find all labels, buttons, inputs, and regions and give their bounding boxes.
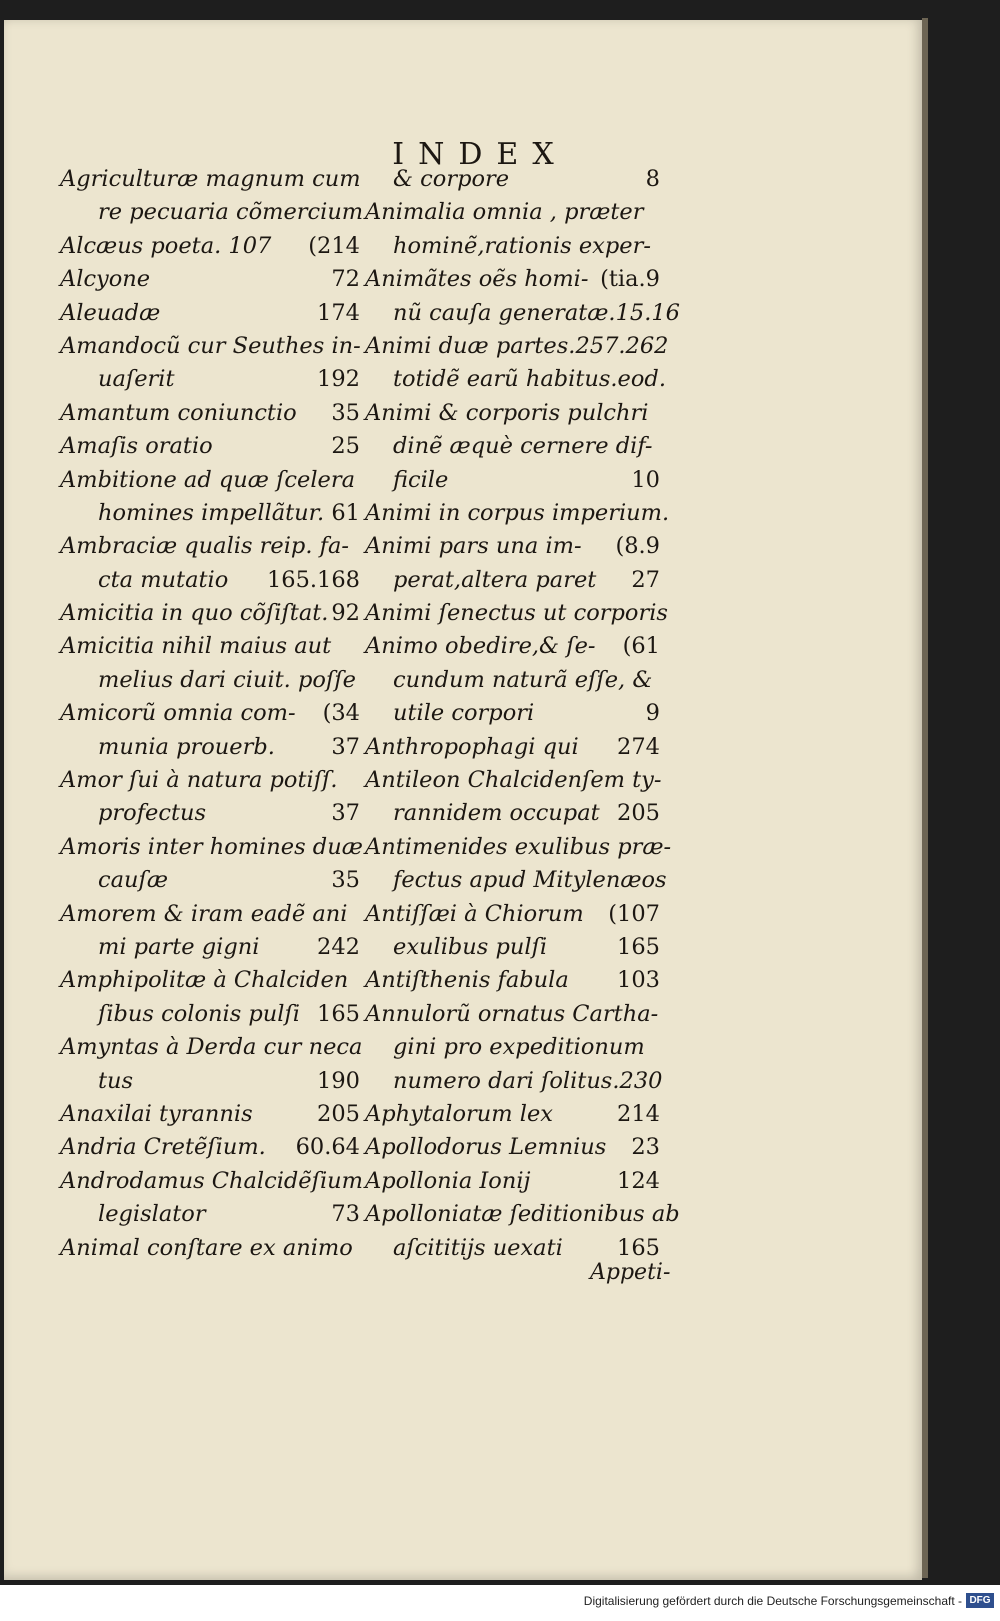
- index-entry-text: Animãtes oẽs homi-: [365, 266, 589, 293]
- index-entry: [60, 797, 360, 830]
- index-entry: [60, 597, 360, 630]
- dfg-logo: DFG: [966, 1593, 994, 1608]
- index-entry-text: Animi duæ partes.257.262: [365, 332, 669, 359]
- index-entry-text: Ambitione ad quæ ſcelera: [60, 466, 356, 493]
- index-entry: [60, 664, 360, 697]
- index-entry-text: Amicorũ omnia com-: [60, 700, 296, 727]
- index-entry: [60, 163, 360, 196]
- index-entry-text: legislator: [98, 1201, 206, 1228]
- index-entry-text: Annulorũ ornatus Cartha-: [365, 1000, 659, 1027]
- index-entry: [60, 497, 360, 530]
- index-entry-text: gini pro expeditionum: [393, 1034, 645, 1061]
- index-entry-text: Amandocũ cur Seuthes in-: [60, 332, 361, 359]
- index-entry: [365, 597, 668, 630]
- index-entry-page-number: 103: [617, 967, 660, 994]
- index-entry-text: Animalia omnia , præter: [365, 199, 644, 226]
- index-column-right: [365, 163, 680, 1265]
- index-entry: [365, 430, 660, 463]
- index-entry: [365, 797, 660, 830]
- index-entry: [60, 464, 360, 497]
- index-entry: [60, 564, 360, 597]
- index-entry: [365, 1131, 660, 1164]
- index-entry-text: munia prouerb.: [98, 733, 275, 760]
- index-entry-text: Amorem & iram eadẽ ani: [60, 900, 348, 927]
- index-entry: [365, 263, 660, 296]
- index-entry: [60, 196, 364, 229]
- index-entry: [60, 697, 360, 730]
- index-entry: [60, 898, 360, 931]
- index-entry: [365, 1165, 660, 1198]
- index-entry-text: cta mutatio: [98, 566, 229, 593]
- page-edge: [922, 18, 928, 1578]
- footer-credit: Digitalisierung gefördert durch die Deutsche Forschungsgemeinschaft -: [583, 1594, 962, 1608]
- index-entry: [60, 230, 360, 263]
- index-entry-text: cauſæ: [98, 867, 168, 894]
- index-entry-text: uaſerit: [98, 366, 175, 393]
- index-entry: [60, 363, 360, 396]
- index-entry-text: Apollodorus Lemnius: [365, 1134, 607, 1161]
- index-entry-text: Amor ſui à natura potiſſ.: [60, 767, 338, 794]
- index-entry-text: Alcyone: [60, 266, 151, 293]
- index-entry: [365, 964, 660, 997]
- index-entry: [365, 1031, 660, 1064]
- index-entry-page-number: 192: [317, 366, 360, 393]
- index-entry-text: re pecuaria cõmercium: [98, 199, 364, 226]
- index-entry: [60, 1131, 360, 1164]
- index-entry-text: Animal conſtare ex animo: [60, 1234, 353, 1261]
- index-entry: [60, 731, 360, 764]
- index-entry: [60, 864, 360, 897]
- index-entry: [365, 898, 660, 931]
- index-entry-text: tus: [98, 1067, 134, 1094]
- index-entry-page-number: 8: [645, 166, 660, 192]
- index-entry-text: Apollonia Ionij: [365, 1167, 531, 1194]
- index-entry: [365, 931, 660, 964]
- index-entry: [60, 330, 360, 363]
- index-entry-page-number: 205: [617, 800, 660, 827]
- index-entry-text: hominẽ,rationis exper-: [393, 232, 651, 259]
- index-entry-text: rannidem occupat: [393, 800, 600, 827]
- index-entry-page-number: 61: [331, 499, 360, 526]
- index-entry-text: melius dari ciuit. poſſe: [98, 666, 356, 693]
- index-entry-text: Antimenides exulibus præ-: [365, 833, 672, 860]
- index-entry: [365, 831, 672, 864]
- index-entry-text: nũ cauſa generatæ.15.16: [393, 299, 680, 326]
- index-entry: [365, 297, 680, 330]
- index-entry-text: Ambraciæ qualis reip. fa-: [60, 533, 349, 560]
- index-entry: [60, 263, 360, 296]
- index-entry-text: Apolloniatæ ſeditionibus ab: [365, 1201, 680, 1228]
- index-entry-text: exulibus pulſi: [393, 933, 548, 960]
- index-entry: [365, 697, 660, 730]
- index-entry: [60, 964, 360, 997]
- index-entry-page-number: 165: [617, 1234, 660, 1261]
- index-entry-text: cundum naturã eſſe, &: [393, 666, 653, 693]
- index-entry: [60, 397, 360, 430]
- index-entry-text: Antileon Chalcidenſem ty-: [365, 767, 662, 794]
- index-entry-text: Alcæus poeta. 107: [60, 232, 272, 259]
- index-entry-page-number: 214: [617, 1100, 660, 1127]
- index-entry-text: Animo obedire,& ſe-: [365, 633, 596, 660]
- index-entry-page-number: 25: [331, 433, 360, 460]
- index-entry-text: ficile: [393, 466, 449, 493]
- index-entry: [60, 831, 363, 864]
- index-entry-text: Antiſſæi à Chiorum: [365, 900, 584, 927]
- index-entry: [365, 363, 666, 396]
- index-entry-text: mi parte gigni: [98, 933, 260, 960]
- index-entry-text: profectus: [98, 800, 207, 827]
- index-entry-page-number: (8.9: [615, 533, 660, 560]
- index-entry: [60, 430, 360, 463]
- index-entry-text: numero dari ſolitus.230: [393, 1067, 663, 1094]
- index-entry-text: Androdamus Chalcidẽſium: [60, 1167, 363, 1194]
- index-entry: [365, 664, 660, 697]
- index-entry: [365, 530, 660, 563]
- index-entry-text: Amicitia nihil maius aut: [60, 633, 332, 660]
- index-entry-text: Antiſthenis fabula: [365, 967, 569, 994]
- index-entry: [365, 230, 660, 263]
- index-entry-page-number: 242: [317, 933, 360, 960]
- index-entry-text: Andria Cretẽſium.: [60, 1134, 266, 1161]
- index-entry-page-number: (107: [608, 900, 660, 927]
- index-entry: [60, 998, 360, 1031]
- index-entry-text: utile corpori: [393, 700, 535, 727]
- index-entry: [60, 1065, 360, 1098]
- index-entry: [365, 397, 660, 430]
- index-entry: [365, 330, 669, 363]
- index-entry-page-number: 9: [645, 700, 660, 727]
- index-entry-page-number: 205: [317, 1100, 360, 1127]
- index-entry: [60, 764, 360, 797]
- index-entry-text: Anthropophagi qui: [365, 733, 579, 760]
- index-entry: [365, 1198, 680, 1231]
- index-entry-text: Amyntas à Derda cur neca: [60, 1034, 363, 1061]
- index-entry: [60, 530, 360, 563]
- index-entry: [365, 196, 660, 229]
- index-entry: [365, 998, 660, 1031]
- footer-bar: [0, 1585, 1000, 1621]
- index-entry: [365, 464, 660, 497]
- index-entry-text: dinẽ æquè cernere dif-: [393, 433, 653, 460]
- index-entry-page-number: 165.168: [266, 566, 360, 593]
- index-entry: [365, 497, 670, 530]
- index-entry: [60, 1165, 363, 1198]
- index-column-left: [60, 163, 364, 1265]
- index-entry: [365, 1098, 660, 1131]
- index-entry-page-number: 174: [317, 299, 360, 326]
- index-entry: [60, 931, 360, 964]
- index-entry-text: homines impellãtur.: [98, 499, 325, 526]
- index-entry-page-number: (214: [308, 232, 360, 259]
- index-entry: [60, 1098, 360, 1131]
- index-entry: [60, 297, 360, 330]
- index-entry: [365, 1065, 663, 1098]
- index-entry-page-number: 37: [331, 800, 360, 827]
- index-entry-text: Amphipolitæ à Chalciden: [60, 967, 349, 994]
- index-entry-page-number: (34: [322, 700, 360, 727]
- index-entry: [365, 731, 660, 764]
- index-entry-text: perat,altera paret: [393, 566, 597, 593]
- index-entry-text: aſcititijs uexati: [393, 1234, 563, 1261]
- page-title: INDEX: [392, 137, 568, 172]
- index-entry-text: Animi pars una im-: [365, 533, 582, 560]
- index-entry-text: Amicitia in quo cõſiſtat.: [60, 600, 329, 627]
- index-entry-text: Amoris inter homines duæ: [60, 833, 363, 860]
- catchword: Appeti-: [590, 1260, 671, 1285]
- index-entry: [365, 163, 660, 196]
- index-entry-page-number: 165: [317, 1000, 360, 1027]
- index-entry-page-number: 23: [631, 1134, 660, 1161]
- index-entry-page-number: (tia.9: [600, 266, 660, 293]
- index-entry-page-number: 72: [331, 266, 360, 293]
- index-entry: [60, 1031, 363, 1064]
- index-entry-text: Aphytalorum lex: [365, 1100, 553, 1127]
- index-entry-text: Animi & corporis pulchri: [365, 399, 649, 426]
- index-entry: [60, 1198, 360, 1231]
- index-entry-text: Anaxilai tyrannis: [60, 1100, 253, 1127]
- index-entry-page-number: 60.64: [295, 1134, 360, 1161]
- index-entry: [365, 764, 660, 797]
- index-entry-text: Aleuadæ: [60, 299, 161, 326]
- index-entry-page-number: 165: [617, 933, 660, 960]
- index-entry-page-number: 92: [331, 600, 360, 627]
- index-entry-text: Agriculturæ magnum cum: [60, 166, 361, 192]
- index-entry-page-number: 35: [331, 867, 360, 894]
- index-entry: [365, 564, 660, 597]
- index-entry-text: Amantum coniunctio: [60, 399, 297, 426]
- index-entry-page-number: 10: [631, 466, 660, 493]
- index-entry-text: Amaſis oratio: [60, 433, 213, 460]
- index-entry-page-number: 190: [317, 1067, 360, 1094]
- index-entry-text: ſibus colonis pulſi: [98, 1000, 301, 1027]
- index-entry: [60, 630, 360, 663]
- index-entry-page-number: 73: [331, 1201, 360, 1228]
- index-entry-page-number: 35: [331, 399, 360, 426]
- index-entry-text: Animi ſenectus ut corporis: [365, 600, 668, 627]
- index-entry-page-number: 37: [331, 733, 360, 760]
- index-entry: [60, 1232, 360, 1265]
- index-entry-text: Animi in corpus imperium.: [365, 499, 670, 526]
- index-entry-page-number: 274: [617, 733, 660, 760]
- index-entry: [365, 630, 660, 663]
- index-entry-text: fectus apud Mitylenæos: [393, 867, 667, 894]
- index-entry: [365, 864, 667, 897]
- index-entry-text: & corpore: [393, 166, 510, 192]
- index-entry-page-number: 124: [617, 1167, 660, 1194]
- index-entry-page-number: 27: [631, 566, 660, 593]
- index-entry-text: totidẽ earũ habitus.eod.: [393, 366, 666, 393]
- index-entry-page-number: (61: [622, 633, 660, 660]
